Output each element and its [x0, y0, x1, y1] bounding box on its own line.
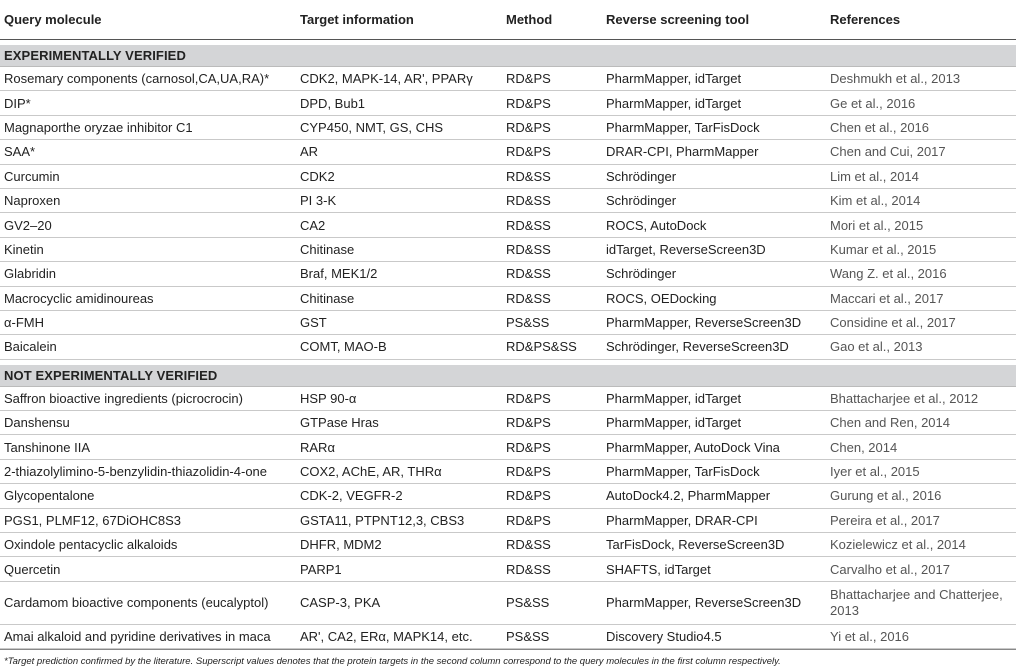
method-cell: RD&PS: [502, 459, 602, 483]
table-row: [0, 140, 1016, 164]
table-row: [0, 188, 1016, 212]
reference-cell: Yi et al., 2016: [826, 624, 1016, 648]
target-information-cell: COMT, MAO-B: [296, 335, 502, 359]
reverse-screening-tool-cell: PharmMapper, idTarget: [602, 67, 826, 91]
header-method: Method: [502, 0, 602, 40]
method-cell: RD&SS: [502, 533, 602, 557]
table-row: [0, 581, 1016, 624]
reverse-screening-tool-cell: PharmMapper, idTarget: [602, 386, 826, 410]
table-row: [0, 286, 1016, 310]
reference-cell: Iyer et al., 2015: [826, 459, 1016, 483]
method-cell: RD&SS: [502, 188, 602, 212]
reference-cell: Carvalho et al., 2017: [826, 557, 1016, 581]
reverse-screening-tool-cell: PharmMapper, DRAR-CPI: [602, 508, 826, 532]
method-cell: RD&SS: [502, 213, 602, 237]
reverse-screening-tool-cell: Schrödinger: [602, 164, 826, 188]
table-row: [0, 115, 1016, 139]
reverse-screening-tool-cell: idTarget, ReverseScreen3D: [602, 237, 826, 261]
query-molecule-cell: 2-thiazolylimino-5-benzylidin-thiazolidin-4-one: [0, 459, 296, 483]
method-cell: RD&SS: [502, 262, 602, 286]
target-information-cell: CASP-3, PKA: [296, 581, 502, 624]
table-row: [0, 164, 1016, 188]
table-row: [0, 386, 1016, 410]
target-information-cell: PI 3-K: [296, 188, 502, 212]
query-molecule-cell: Oxindole pentacyclic alkaloids: [0, 533, 296, 557]
reverse-screening-tool-cell: Schrödinger: [602, 188, 826, 212]
method-cell: RD&PS: [502, 140, 602, 164]
table-row: [0, 335, 1016, 359]
target-information-cell: RARα: [296, 435, 502, 459]
reference-cell: Deshmukh et al., 2013: [826, 67, 1016, 91]
table-row: [0, 624, 1016, 648]
target-information-cell: PARP1: [296, 557, 502, 581]
table-row: [0, 533, 1016, 557]
target-information-cell: GST: [296, 310, 502, 334]
target-information-cell: HSP 90-α: [296, 386, 502, 410]
method-cell: RD&SS: [502, 164, 602, 188]
target-information-cell: AR: [296, 140, 502, 164]
method-cell: RD&PS: [502, 386, 602, 410]
section-title: EXPERIMENTALLY VERIFIED: [0, 45, 1016, 67]
reference-cell: Gao et al., 2013: [826, 335, 1016, 359]
query-molecule-cell: Curcumin: [0, 164, 296, 188]
reference-cell: Lim et al., 2014: [826, 164, 1016, 188]
method-cell: PS&SS: [502, 624, 602, 648]
reverse-screening-tool-cell: ROCS, AutoDock: [602, 213, 826, 237]
reference-cell: Kim et al., 2014: [826, 188, 1016, 212]
target-information-cell: COX2, AChE, AR, THRα: [296, 459, 502, 483]
reference-cell: Wang Z. et al., 2016: [826, 262, 1016, 286]
query-molecule-cell: SAA*: [0, 140, 296, 164]
section-header-row: [0, 45, 1016, 67]
target-information-cell: GSTA11, PTPNT12,3, CBS3: [296, 508, 502, 532]
method-cell: RD&PS: [502, 484, 602, 508]
query-molecule-cell: DIP*: [0, 91, 296, 115]
method-cell: RD&PS: [502, 508, 602, 532]
header-query-molecule: Query molecule: [0, 0, 296, 40]
method-cell: RD&PS: [502, 115, 602, 139]
reference-cell: Mori et al., 2015: [826, 213, 1016, 237]
method-cell: RD&SS: [502, 286, 602, 310]
table-row: [0, 435, 1016, 459]
table-row: [0, 67, 1016, 91]
reverse-screening-tool-cell: ROCS, OEDocking: [602, 286, 826, 310]
target-information-cell: CDK2: [296, 164, 502, 188]
target-information-cell: Braf, MEK1/2: [296, 262, 502, 286]
reverse-screening-tool-cell: AutoDock4.2, PharmMapper: [602, 484, 826, 508]
reverse-screening-tool-cell: SHAFTS, idTarget: [602, 557, 826, 581]
table-row: [0, 310, 1016, 334]
target-information-cell: GTPase Hras: [296, 411, 502, 435]
query-molecule-cell: Glycopentalone: [0, 484, 296, 508]
method-cell: RD&PS&SS: [502, 335, 602, 359]
query-molecule-cell: Macrocyclic amidinoureas: [0, 286, 296, 310]
table-row: [0, 557, 1016, 581]
method-cell: PS&SS: [502, 310, 602, 334]
query-molecule-cell: Cardamom bioactive components (eucalyptol): [0, 581, 296, 624]
reverse-screening-tool-cell: PharmMapper, ReverseScreen3D: [602, 310, 826, 334]
table-row: [0, 91, 1016, 115]
target-information-cell: Chitinase: [296, 286, 502, 310]
reverse-screening-tool-cell: Discovery Studio4.5: [602, 624, 826, 648]
reverse-screening-tool-cell: PharmMapper, ReverseScreen3D: [602, 581, 826, 624]
method-cell: RD&PS: [502, 435, 602, 459]
header-reverse-screening-tool: Reverse screening tool: [602, 0, 826, 40]
header-references: References: [826, 0, 1016, 40]
query-molecule-cell: PGS1, PLMF12, 67DiOHC8S3: [0, 508, 296, 532]
reference-cell: Ge et al., 2016: [826, 91, 1016, 115]
query-molecule-cell: Glabridin: [0, 262, 296, 286]
reference-cell: Gurung et al., 2016: [826, 484, 1016, 508]
query-molecule-cell: Rosemary components (carnosol,CA,UA,RA)*: [0, 67, 296, 91]
query-molecule-cell: Tanshinone IIA: [0, 435, 296, 459]
reverse-screening-tool-cell: PharmMapper, TarFisDock: [602, 115, 826, 139]
query-molecule-cell: Danshensu: [0, 411, 296, 435]
reference-cell: Pereira et al., 2017: [826, 508, 1016, 532]
reverse-screening-tool-cell: TarFisDock, ReverseScreen3D: [602, 533, 826, 557]
reference-cell: Chen and Cui, 2017: [826, 140, 1016, 164]
table-footnote: *Target prediction confirmed by the literature. Superscript values denotes that the protein targets in the second column correspond to the query molecules in the first column respectively.: [0, 649, 1016, 667]
query-molecule-cell: Saffron bioactive ingredients (picrocrocin): [0, 386, 296, 410]
query-molecule-cell: Magnaporthe oryzae inhibitor C1: [0, 115, 296, 139]
query-molecule-cell: α-FMH: [0, 310, 296, 334]
reference-cell: Kozielewicz et al., 2014: [826, 533, 1016, 557]
query-molecule-cell: Baicalein: [0, 335, 296, 359]
query-molecule-cell: Naproxen: [0, 188, 296, 212]
table-row: [0, 262, 1016, 286]
reverse-screening-tool-cell: PharmMapper, AutoDock Vina: [602, 435, 826, 459]
target-information-cell: CA2: [296, 213, 502, 237]
table-row: [0, 484, 1016, 508]
method-cell: RD&SS: [502, 237, 602, 261]
reverse-screening-tool-cell: PharmMapper, TarFisDock: [602, 459, 826, 483]
target-information-cell: AR', CA2, ERα, MAPK14, etc.: [296, 624, 502, 648]
query-molecule-cell: GV2–20: [0, 213, 296, 237]
reference-cell: Bhattacharjee et al., 2012: [826, 386, 1016, 410]
table-row: [0, 213, 1016, 237]
reference-cell: Bhattacharjee and Chatterjee, 2013: [826, 581, 1016, 624]
method-cell: RD&PS: [502, 91, 602, 115]
query-molecule-cell: Kinetin: [0, 237, 296, 261]
query-molecule-cell: Quercetin: [0, 557, 296, 581]
reference-cell: Chen et al., 2016: [826, 115, 1016, 139]
method-cell: PS&SS: [502, 581, 602, 624]
query-molecule-cell: Amai alkaloid and pyridine derivatives in maca: [0, 624, 296, 648]
method-cell: RD&SS: [502, 557, 602, 581]
target-information-cell: DPD, Bub1: [296, 91, 502, 115]
reference-cell: Kumar et al., 2015: [826, 237, 1016, 261]
target-information-cell: CYP450, NMT, GS, CHS: [296, 115, 502, 139]
method-cell: RD&PS: [502, 411, 602, 435]
reverse-screening-tool-cell: PharmMapper, idTarget: [602, 91, 826, 115]
table-row: [0, 459, 1016, 483]
header-row: [0, 0, 1016, 40]
target-information-cell: CDK2, MAPK-14, AR', PPARγ: [296, 67, 502, 91]
target-information-cell: DHFR, MDM2: [296, 533, 502, 557]
reverse-screening-tool-cell: DRAR-CPI, PharmMapper: [602, 140, 826, 164]
header-target-information: Target information: [296, 0, 502, 40]
reverse-screening-tool-cell: PharmMapper, idTarget: [602, 411, 826, 435]
section-title: NOT EXPERIMENTALLY VERIFIED: [0, 365, 1016, 387]
reference-cell: Maccari et al., 2017: [826, 286, 1016, 310]
reference-cell: Considine et al., 2017: [826, 310, 1016, 334]
reverse-screening-tool-cell: Schrödinger: [602, 262, 826, 286]
target-information-cell: Chitinase: [296, 237, 502, 261]
section-header-row: [0, 365, 1016, 387]
target-information-cell: CDK-2, VEGFR-2: [296, 484, 502, 508]
reverse-screening-tool-cell: Schrödinger, ReverseScreen3D: [602, 335, 826, 359]
table-row: [0, 237, 1016, 261]
reference-cell: Chen and Ren, 2014: [826, 411, 1016, 435]
method-cell: RD&PS: [502, 67, 602, 91]
reference-cell: Chen, 2014: [826, 435, 1016, 459]
table-row: [0, 411, 1016, 435]
table-row: [0, 508, 1016, 532]
